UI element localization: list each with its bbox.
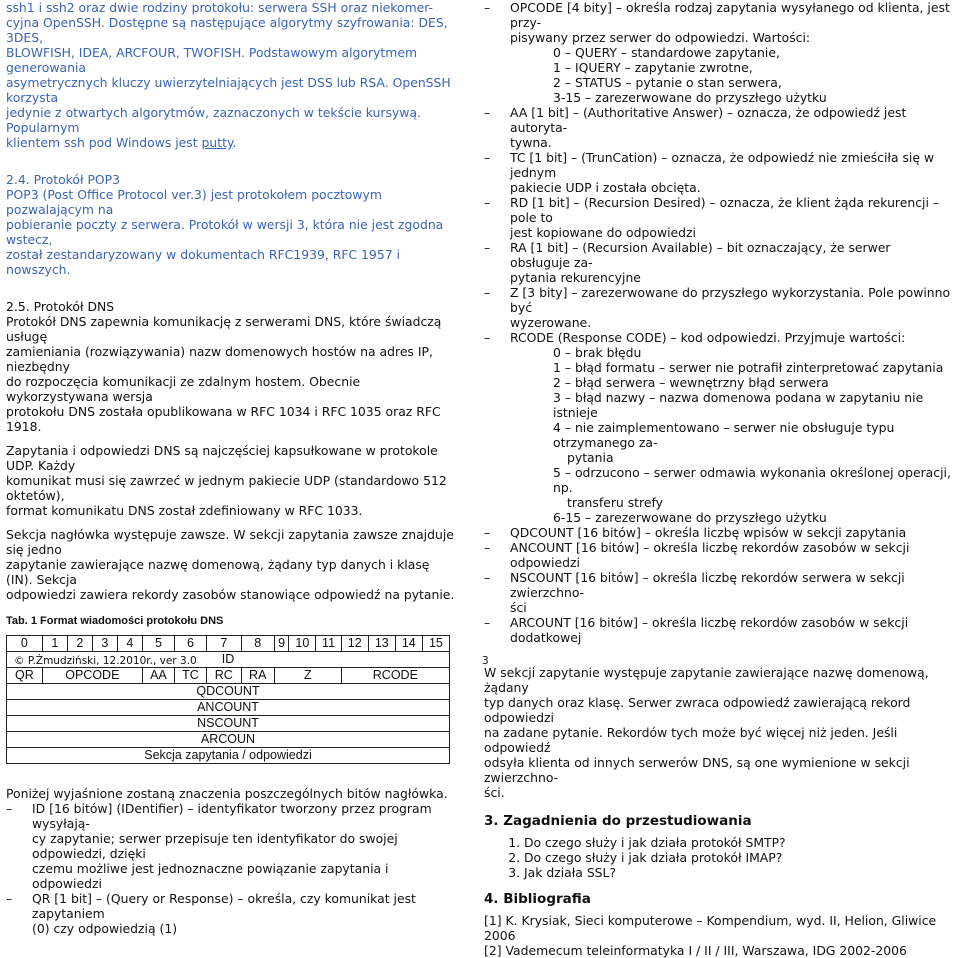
field-cell: QR xyxy=(7,668,43,684)
text-line: ści xyxy=(510,600,527,615)
text-line: komunikat musi się zawrzeć w jednym pakiecie UDP (standardowo 512 oktetów), xyxy=(6,473,447,503)
text-line: 0 – QUERY – standardowe zapytanie, xyxy=(553,45,780,60)
bit-cell: 6 xyxy=(174,636,206,652)
text-line: ści. xyxy=(484,785,505,800)
list-item xyxy=(484,330,954,525)
text-line: – QDCOUNT [16 bitów] – określa liczbę wpisów w sekcji zapytania xyxy=(510,525,907,540)
reference-item: [1] K. Krysiak, Sieci komputerowe – Kompendium, wyd. II, Helion, Gliwice 2006 xyxy=(484,913,937,943)
section-heading: 3. Zagadnienia do przestudiowania xyxy=(484,813,752,829)
text-line: – RD [1 bit] – (Recursion Desired) – oznacza, że klient żąda rekurencji – pole to xyxy=(510,195,940,225)
field-cell: OPCODE xyxy=(42,668,142,684)
list-item xyxy=(484,615,954,645)
text-line: Sekcja nagłówka występuje zawsze. W sekcji zapytania zawsze znajduje się jedno xyxy=(6,527,454,557)
text-line: – RA [1 bit] – (Recursion Available) – bit oznaczający, że serwer obsługuje za- xyxy=(510,240,891,270)
text-line xyxy=(6,135,458,150)
page-number: 3 xyxy=(482,655,489,667)
list-item xyxy=(484,105,954,150)
text-line: odsyła klienta od innych serwerów DNS, są one wymienione w sekcji zwierzchno- xyxy=(484,755,910,785)
field-cell: RA xyxy=(241,668,274,684)
list-item xyxy=(6,891,458,936)
reference-item: [2] Vademecum teleinformatyka I / II / III, Warszawa, IDG 2002-2006 xyxy=(484,943,907,958)
list-item xyxy=(484,540,954,570)
field-cell: RCODE xyxy=(341,668,449,684)
table-caption: Tab. 1 Format wiadomości protokołu DNS xyxy=(6,615,224,627)
text-line: na zadane pytanie. Rekordów tych może być więcej niż jeden. Jeśli odpowiedź xyxy=(484,725,898,755)
text-line: do rozpoczęcia komunikacji ze zdalnym hostem. Obecnie wykorzystywana wersja xyxy=(6,374,361,404)
field-cell: ARCOUN xyxy=(7,732,450,748)
bit-cell: 9 xyxy=(274,636,288,652)
text-line: zamieniania (rozwiązywania) nazw domenowych hostów na adres IP, niezbędny xyxy=(6,344,433,374)
field-cell: RC xyxy=(207,668,242,684)
questions-list xyxy=(484,835,954,880)
closing-paragraph xyxy=(484,665,954,800)
list-item xyxy=(484,150,954,195)
text-line: ssh1 i ssh2 oraz dwie rodziny protokołu: serwera SSH oraz niekomer- xyxy=(6,0,434,15)
text-line: (0) czy odpowiedzią (1) xyxy=(32,921,178,936)
text-line: pytania rekurencyjne xyxy=(510,270,641,285)
bit-cell: 1 xyxy=(42,636,67,652)
text-line: 4 – nie zaimplementowano – serwer nie obsługuje typu otrzymanego za- xyxy=(553,420,895,450)
text-line: transferu strefy xyxy=(567,495,663,510)
text-line: – AA [1 bit] – (Authoritative Answer) – oznacza, że odpowiedź jest autoryta- xyxy=(510,105,907,135)
text-line: POP3 (Post Office Protocol ver.3) jest protokołem pocztowym pozwalającym na xyxy=(6,187,382,217)
text-line: – ANCOUNT [16 bitów] – określa liczbę rekordów zasobów w sekcji odpowiedzi xyxy=(510,540,910,570)
text-line: protokołu DNS została opublikowana w RFC 1034 i RFC 1035 oraz RFC 1918. xyxy=(6,404,441,434)
list-item xyxy=(484,285,954,330)
section-heading: 2.4. Protokół POP3 xyxy=(6,172,121,187)
field-cell: AA xyxy=(142,668,174,684)
text-line: – RCODE (Response CODE) – kod odpowiedzi. Przyjmuje wartości: xyxy=(510,330,906,345)
bit-cell: 3 xyxy=(92,636,117,652)
text-line: 1 – IQUERY – zapytanie zwrotne, xyxy=(553,60,753,75)
text-line: Protokół DNS zapewnia komunikację z serwerami DNS, które świadczą usługę xyxy=(6,314,442,344)
table-row xyxy=(7,668,450,684)
bit-cell: 8 xyxy=(241,636,274,652)
text-line: cyjna OpenSSH. Dostępne są następujące algorytmy szyfrowania: DES, 3DES, xyxy=(6,15,448,45)
text-line: 2 – błąd serwera – wewnętrzny błąd serwera xyxy=(553,375,829,390)
text-line: został zestandaryzowany w dokumentach RFC1939, RFC 1957 i nowszych. xyxy=(6,247,400,277)
text-line: asymetrycznych kluczy uwierzytelniających jest DSS lub RSA. OpenSSH korzysta xyxy=(6,75,451,105)
bit-cell: 2 xyxy=(67,636,92,652)
section-heading: 4. Bibliografia xyxy=(484,891,591,907)
bit-cell: 14 xyxy=(395,636,422,652)
text-line: Poniżej wyjaśnione zostaną znaczenia poszczególnych bitów nagłówka. xyxy=(6,786,448,801)
right-column xyxy=(484,0,954,958)
list-item xyxy=(484,240,954,285)
bit-cell: 7 xyxy=(207,636,242,652)
text-fragment: klientem ssh pod Windows jest xyxy=(6,135,202,150)
text-line: wyzerowane. xyxy=(510,315,592,330)
pop3-section xyxy=(6,172,458,277)
field-cell: QDCOUNT xyxy=(7,684,450,700)
text-line: 1 – błąd formatu – serwer nie potrafił zinterpretować zapytania xyxy=(553,360,944,375)
table-row xyxy=(7,748,450,764)
text-line: Zapytania i odpowiedzi DNS są najczęściej kapsułkowane w protokole UDP. Każdy xyxy=(6,443,438,473)
table-row xyxy=(7,732,450,748)
text-line: pisywany przez serwer do odpowiedzi. Wartości: xyxy=(510,30,811,45)
table-row xyxy=(7,700,450,716)
text-line: 3-15 – zarezerwowane do przyszłego użytku xyxy=(553,90,827,105)
footer-author: © P.Żmudziński, 12.2010r., ver 3.0 xyxy=(14,655,197,667)
text-line: format komunikatu DNS został zdefiniowany w RFC 1033. xyxy=(6,503,363,518)
text-line: – NSCOUNT [16 bitów] – określa liczbę rekordów serwera w sekcji zwierzchno- xyxy=(510,570,905,600)
bit-cell: 13 xyxy=(368,636,395,652)
list-item: 3. Jak działa SSL? xyxy=(524,865,954,880)
text-line: W sekcji zapytanie występuje zapytanie zawierające nazwę domenową, żądany xyxy=(484,665,929,695)
field-cell: TC xyxy=(174,668,206,684)
text-line: – ID [16 bitów] (IDentifier) – identyfikator tworzony przez program wysyłają- xyxy=(32,801,432,831)
text-line: 0 – brak błędu xyxy=(553,345,642,360)
text-line: zapytanie zawierające nazwę domenową, żądany typ danych i klasę (IN). Sekcja xyxy=(6,557,430,587)
list-item xyxy=(6,801,458,891)
bit-cell: 5 xyxy=(142,636,174,652)
text-line: – Z [3 bity] – zarezerwowane do przyszłego wykorzystania. Pole powinno być xyxy=(510,285,951,315)
list-item: 1. Do czego służy i jak działa protokół SMTP? xyxy=(524,835,954,850)
bit-cell: 12 xyxy=(341,636,368,652)
text-line: jedynie z otwartych algorytmów, zaznaczonych w tekście kursywą. Popularnym xyxy=(6,105,421,135)
table-row xyxy=(7,684,450,700)
bit-cell: 11 xyxy=(316,636,341,652)
text-line: jest kopiowane do odpowiedzi xyxy=(510,225,696,240)
text-line: – TC [1 bit] – (TrunCation) – oznacza, że odpowiedź nie zmieściła się w jednym xyxy=(510,150,935,180)
text-line: typ danych oraz klasę. Serwer zwraca odpowiedź zawierającą rekord odpowiedzi xyxy=(484,695,911,725)
list-item xyxy=(484,570,954,615)
table-row xyxy=(7,716,450,732)
text-line: 2 – STATUS – pytanie o stan serwera, xyxy=(553,75,782,90)
list-item: 2. Do czego służy i jak działa protokół IMAP? xyxy=(524,850,954,865)
bit-cell: 10 xyxy=(289,636,316,652)
field-cell: Sekcja zapytania / odpowiedzi xyxy=(7,748,450,764)
putty-link[interactable]: putty xyxy=(201,135,233,150)
list-item xyxy=(484,525,954,540)
text-line: – ARCOUNT [16 bitów] – określa liczbę rekordów zasobów w sekcji dodatkowej xyxy=(510,615,909,645)
text-fragment: . xyxy=(232,135,237,150)
field-cell: NSCOUNT xyxy=(7,716,450,732)
text-line: pakiecie UDP i została obcięta. xyxy=(510,180,701,195)
text-line: 3 – błąd nazwy – nazwa domenowa podana w zapytaniu nie istnieje xyxy=(553,390,924,420)
intro-paragraph xyxy=(6,0,458,150)
text-line: pobieranie poczty z serwera. Protokół w wersji 3, która nie jest zgodna wstecz, xyxy=(6,217,444,247)
text-line: – QR [1 bit] – (Query or Response) – określa, czy komunikat jest zapytaniem xyxy=(32,891,416,921)
text-line: BLOWFISH, IDEA, ARCFOUR, TWOFISH. Podstawowym algorytmem generowania xyxy=(6,45,418,75)
text-line: pytania xyxy=(567,450,614,465)
field-cell: Z xyxy=(274,668,341,684)
field-cell: ID xyxy=(7,652,450,668)
bit-cell: 4 xyxy=(117,636,142,652)
text-line: 5 – odrzucono – serwer odmawia wykonania określonej operacji, np. xyxy=(553,465,951,495)
list-item xyxy=(484,0,954,105)
text-line: tywna. xyxy=(510,135,552,150)
bit-cell: 15 xyxy=(422,636,449,652)
field-cell: ANCOUNT xyxy=(7,700,450,716)
text-line: 6-15 – zarezerwowane do przyszłego użytku xyxy=(553,510,827,525)
list-item xyxy=(484,195,954,240)
section-heading: 2.5. Protokół DNS xyxy=(6,299,115,314)
text-line: – OPCODE [4 bity] – określa rodzaj zapytania wysyłanego od klienta, jest przy- xyxy=(510,0,950,30)
text-line: cy zapytanie; serwer przepisuje ten identyfikator do swojej odpowiedzi, dzięki xyxy=(32,831,398,861)
dns-section xyxy=(6,299,458,602)
table-row xyxy=(7,636,450,652)
text-line: odpowiedzi zawiera rekordy zasobów stanowiące odpowiedź na pytanie. xyxy=(6,587,455,602)
text-line: czemu możliwe jest jednoznaczne powiązanie zapytania i odpowiedzi xyxy=(32,861,389,891)
bit-cell: 0 xyxy=(7,636,43,652)
left-column xyxy=(6,0,458,936)
